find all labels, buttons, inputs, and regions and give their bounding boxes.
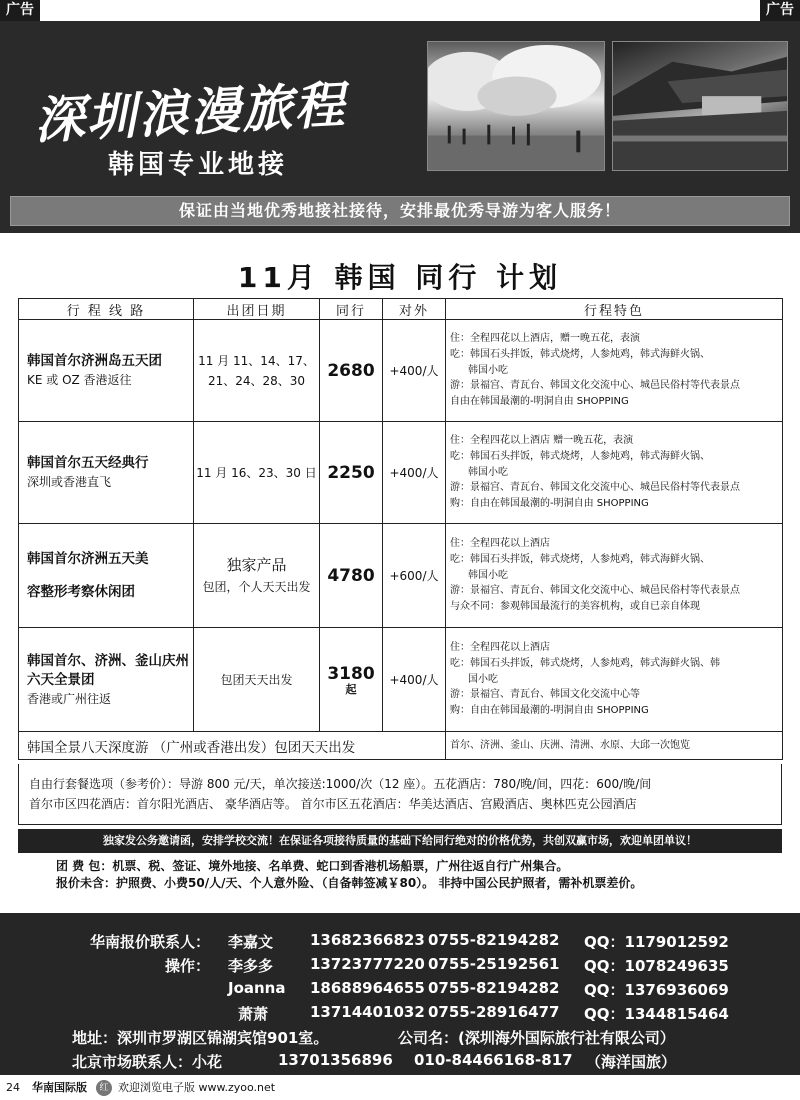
fee-info xyxy=(56,858,776,892)
fee-excluded: 报价未含：护照费、小费50/人/天、个人意外险、（自备韩签减￥80）。 非持中国公民护照者，需补机票差价。 xyxy=(56,876,643,890)
peer-price: 2680 xyxy=(320,320,383,422)
public-markup: +400/人 xyxy=(383,422,446,524)
tour8-cell xyxy=(19,732,446,760)
peer-price-suffix: 起 xyxy=(345,683,357,696)
contact-qq: QQ：1078249635 xyxy=(584,957,729,975)
feature-line: 游：景福宫、青瓦台、韩国文化交流中心等 xyxy=(450,689,640,701)
brand-subtitle: 韩国专业地接 xyxy=(108,150,289,180)
contact-row xyxy=(0,955,800,975)
route-note: KE 或 OZ 香港返往 xyxy=(27,373,132,387)
contact-tel: 0755-25192561 xyxy=(428,955,560,973)
photo-cherry-blossom-park xyxy=(427,41,605,171)
date-line: 包团天天出发 xyxy=(220,672,293,687)
contact-name: 李多多 xyxy=(228,957,274,975)
feature-line: 吃：韩国石头拌饭，韩式烧烤，人参炖鸡，韩式海鲜火锅、 xyxy=(450,553,710,565)
route-name: 韩国首尔五天经典行 xyxy=(27,455,149,471)
col-header-features: 行程特色 xyxy=(446,299,783,320)
edition-badge-icon: 红 xyxy=(96,1080,112,1096)
feature-line: 自由在韩国最潮的-明洞自由 SHOPPING xyxy=(450,396,629,408)
features-cell xyxy=(446,628,783,732)
feature-line: 韩国小吃 xyxy=(468,364,508,376)
contact-tel: 0755-82194282 xyxy=(428,931,560,949)
ad-tag-right: 广告 xyxy=(760,0,800,21)
beijing-company: （海洋国旅） xyxy=(586,1053,677,1071)
contact-tel: 0755-82194282 xyxy=(428,979,560,997)
route-cell xyxy=(19,524,194,628)
peer-price: 4780 xyxy=(320,524,383,628)
table-row xyxy=(19,422,783,524)
table-row xyxy=(19,320,783,422)
col-header-peer: 同行 xyxy=(320,299,383,320)
photo-traditional-roofs xyxy=(612,41,788,171)
feature-line: 与众不同：参观韩国最流行的美容机构，或自已亲自体现 xyxy=(450,601,700,613)
page-footer xyxy=(0,1075,800,1100)
features-cell xyxy=(446,524,783,628)
feature-line: 吃：韩国石头拌饭，韩式烧烤，人参炖鸡，韩式海鲜火锅、韩 xyxy=(450,657,720,669)
public-markup: +400/人 xyxy=(383,628,446,732)
beijing-mobile: 13701356896 xyxy=(278,1051,393,1069)
contact-qq: QQ：1376936069 xyxy=(584,981,729,999)
contact-mobile: 13682366823 xyxy=(310,931,425,949)
options-line: 首尔市区四花酒店：首尔阳光酒店、 豪华酒店等。 首尔市区五花酒店：华美达酒店、宫殿酒店、奥林匹克公园酒店 xyxy=(29,797,637,811)
contact-tel: 0755-28916477 xyxy=(428,1003,560,1021)
date-cell xyxy=(194,524,320,628)
address-row xyxy=(0,1027,800,1047)
brand-title: 深圳浪漫旅程 xyxy=(32,74,348,151)
tour8-name: 韩国全景八天深度游 （广州或香港出发）包团天天出发 xyxy=(27,739,356,756)
route-cell xyxy=(19,422,194,524)
date-line: 包团，个人天天出发 xyxy=(202,579,311,594)
page-number: 24 xyxy=(6,1081,20,1094)
options-line: 自由行套餐选项（参考价）：导游 800 元/天，单次接送:1000/次（12 座）。五花酒店：780/晚/间，四花：600/晚/间 xyxy=(29,777,652,791)
feature-line: 住：全程四花以上酒店，赠一晚五花，表演 xyxy=(450,333,640,344)
feature-line: 吃：韩国石头拌饭，韩式烧烤，人参炖鸡，韩式海鲜火锅、 xyxy=(450,450,710,462)
beijing-tel: 010-84466168-817 xyxy=(414,1051,573,1069)
ad-tag-left: 广告 xyxy=(0,0,40,21)
public-markup: +600/人 xyxy=(383,524,446,628)
contact-row xyxy=(0,1003,800,1023)
notice-bar: 独家发公务邀请函，安排学校交流！在保证各项接待质量的基础下给同行绝对的价格优势，共创双赢市场，欢迎单团单议！ xyxy=(18,829,782,853)
peer-price-cell xyxy=(320,628,383,732)
route-note: 香港或广州往返 xyxy=(27,691,112,706)
contact-label-south: 华南报价联系人： xyxy=(89,933,210,951)
feature-line: 购：自由在韩国最潮的-明洞自由 SHOPPING xyxy=(450,705,649,717)
features-cell xyxy=(446,320,783,422)
contact-row xyxy=(0,979,800,999)
route-cell xyxy=(19,320,194,422)
features-cell xyxy=(446,422,783,524)
public-markup: +400/人 xyxy=(383,320,446,422)
route-name: 韩国首尔、济洲、釜山庆州六天全景团 xyxy=(27,652,189,688)
date-line: 11 月 11、14、17、 xyxy=(198,353,315,368)
header-banner xyxy=(0,21,800,233)
table-row xyxy=(19,628,783,732)
route-name: 韩国首尔济洲五天美 xyxy=(27,550,149,567)
col-header-date: 出团日期 xyxy=(194,299,320,320)
exclusive-product: 独家产品 xyxy=(226,555,287,574)
feature-line: 国小吃 xyxy=(468,673,498,685)
date-cell xyxy=(194,628,320,732)
feature-line: 吃：韩国石头拌饭，韩式烧烤，人参炖鸡，韩式海鲜火锅、 xyxy=(450,348,710,360)
table-header-row xyxy=(19,299,783,320)
tour-plan-table xyxy=(18,298,783,760)
company-name: 公司名：(深圳海外国际旅行社有限公司） xyxy=(398,1029,675,1047)
contact-row xyxy=(0,931,800,951)
feature-line: 住：全程四花以上酒店 xyxy=(450,642,550,653)
feature-line: 韩国小吃 xyxy=(468,466,508,478)
slogan-bar: 保证由当地优秀地接社接待，安排最优秀导游为客人服务！ xyxy=(10,196,790,226)
fee-included: 团 费 包：机票、税、签证、境外地接、名单费、蛇口到香港机场船票，广州往返自行广州集合。 xyxy=(56,859,569,873)
feature-line: 游：景福宫、青瓦台、韩国文化交流中心、城邑民俗村等代表景点 xyxy=(450,380,740,392)
route-note: 深圳或香港直飞 xyxy=(27,475,112,489)
top-strip xyxy=(0,0,800,21)
date-line: 21、24、28、30 xyxy=(207,373,306,388)
contact-mobile: 13723777220 xyxy=(310,955,425,973)
contact-qq: QQ：1179012592 xyxy=(584,933,729,951)
route-cell xyxy=(19,628,194,732)
date-line: 11 月 16、23、30 日 xyxy=(196,465,317,480)
tour8-features: 首尔、济洲、釜山、庆洲、清洲、水原、大邱一次饱览 xyxy=(446,732,783,760)
free-travel-options xyxy=(18,764,782,825)
contact-footer xyxy=(0,913,800,1075)
col-header-out: 对外 xyxy=(383,299,446,320)
contact-name: 李嘉文 xyxy=(228,933,274,951)
contact-mobile: 18688964655 xyxy=(310,979,425,997)
plan-title: 11月 韩国 同行 计划 xyxy=(237,261,563,294)
beijing-contact: 北京市场联系人：小花 xyxy=(72,1053,223,1071)
feature-line: 游：景福宫、青瓦台、韩国文化交流中心、城邑民俗村等代表景点 xyxy=(450,482,740,494)
contact-name: 萧萧 xyxy=(238,1005,269,1023)
date-cell xyxy=(194,320,320,422)
col-header-route: 行 程 线 路 xyxy=(19,299,194,320)
feature-line: 购：自由在韩国最潮的-明洞自由 SHOPPING xyxy=(450,498,649,510)
date-cell xyxy=(194,422,320,524)
feature-line: 游：景福宫、青瓦台、韩国文化交流中心、城邑民俗村等代表景点 xyxy=(450,585,740,597)
peer-price: 3180 xyxy=(327,664,375,684)
feature-line: 住：全程四花以上酒店 赠一晚五花，表演 xyxy=(450,435,634,446)
peer-price: 2250 xyxy=(320,422,383,524)
beijing-row xyxy=(0,1051,800,1071)
browse-link[interactable]: 欢迎浏览电子版 www.zyoo.net xyxy=(118,1081,276,1094)
contact-qq: QQ：1344815464 xyxy=(584,1005,729,1023)
contact-label-ops: 操作： xyxy=(164,957,210,975)
feature-line: 住：全程四花以上酒店 xyxy=(450,538,550,549)
route-name: 容整形考察休闲团 xyxy=(27,583,135,600)
company-address: 地址：深圳市罗湖区锦湖宾馆901室。 xyxy=(72,1029,329,1047)
feature-line: 韩国小吃 xyxy=(468,569,508,581)
contact-mobile: 13714401032 xyxy=(310,1003,425,1021)
table-row xyxy=(19,732,783,760)
route-name: 韩国首尔济洲岛五天团 xyxy=(27,353,162,369)
contact-name: Joanna xyxy=(228,979,286,997)
table-row xyxy=(19,524,783,628)
edition-label: 华南国际版 xyxy=(32,1081,87,1094)
